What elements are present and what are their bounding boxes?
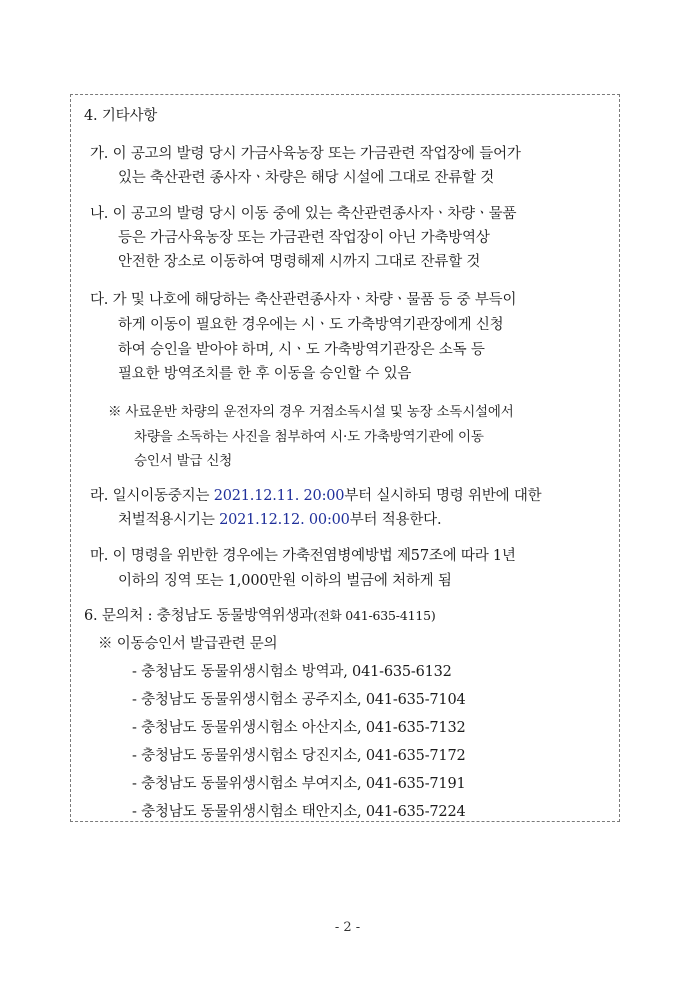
ra2-prefix: 처벌적용시기는: [118, 512, 220, 528]
item-da-line3: 하여 승인을 받아야 하며, 시ㆍ도 가축방역기관장은 소독 등: [118, 342, 485, 358]
item-na-line3: 안전한 장소로 이동하여 명령해제 시까지 그대로 잔류할 것: [118, 254, 481, 270]
contact-item: - 충청남도 동물위생시험소 아산지소, 041-635-7132: [132, 720, 466, 736]
item-na-line1: 나. 이 공고의 발령 당시 이동 중에 있는 축산관련종사자ㆍ차량ㆍ물품: [90, 206, 517, 222]
contact-phone: (전화 041-635-4115): [313, 608, 436, 623]
item-na-line2: 등은 가금사육농장 또는 가금관련 작업장이 아닌 가축방역상: [118, 230, 490, 246]
approval-inquiry-note: ※ 이동승인서 발급관련 문의: [98, 636, 278, 652]
contact-item: - 충청남도 동물위생시험소 당진지소, 041-635-7172: [132, 748, 466, 764]
ra2-suffix: 부터 적용한다.: [349, 512, 442, 528]
suspension-start-date: 2021.12.11. 20:00: [213, 488, 345, 504]
contact-department: 6. 문의처 : 충청남도 동물방역위생과: [84, 608, 314, 624]
section4-heading: 4. 기타사항: [84, 108, 158, 124]
item-ga-line1: 가. 이 공고의 발령 당시 가금사육농장 또는 가금관련 작업장에 들어가: [90, 146, 521, 162]
ra-prefix: 라. 일시이동중지는: [90, 488, 214, 504]
item-ma-line1: 마. 이 명령을 위반한 경우에는 가축전염병예방법 제57조에 따라 1년: [90, 548, 516, 564]
feed-vehicle-note-line1: ※ 사료운반 차량의 운전자의 경우 거점소독시설 및 농장 소독시설에서: [108, 404, 514, 420]
item-ra-line2: [118, 510, 441, 530]
contact-item: - 충청남도 동물위생시험소 방역과, 041-635-6132: [132, 664, 452, 680]
item-da-line4: 필요한 방역조치를 한 후 이동을 승인할 수 있음: [118, 366, 412, 382]
contact-item: - 충청남도 동물위생시험소 태안지소, 041-635-7224: [132, 804, 466, 820]
item-ra-line1: [90, 486, 541, 506]
contact-item: - 충청남도 동물위생시험소 부여지소, 041-635-7191: [132, 776, 466, 792]
section6-heading: [84, 606, 436, 626]
item-ma-line2: 이하의 징역 또는 1,000만원 이하의 벌금에 처하게 됨: [118, 573, 452, 589]
item-ga-line2: 있는 축산관련 종사자ㆍ차량은 해당 시설에 그대로 잔류할 것: [118, 170, 495, 186]
contact-item: - 충청남도 동물위생시험소 공주지소, 041-635-7104: [132, 692, 466, 708]
feed-vehicle-note-line3: 승인서 발급 신청: [134, 453, 233, 469]
page-number: - 2 -: [334, 920, 361, 935]
feed-vehicle-note-line2: 차량을 소독하는 사진을 첨부하여 시·도 가축방역기관에 이동: [134, 429, 484, 445]
item-da-line2: 하게 이동이 필요한 경우에는 시ㆍ도 가축방역기관장에게 신청: [118, 317, 504, 333]
ra-suffix: 부터 실시하되 명령 위반에 대한: [344, 488, 542, 504]
penalty-start-date: 2021.12.12. 00:00: [219, 512, 350, 528]
item-da-line1: 다. 가 및 나호에 해당하는 축산관련종사자ㆍ차량ㆍ물품 등 중 부득이: [90, 292, 517, 308]
